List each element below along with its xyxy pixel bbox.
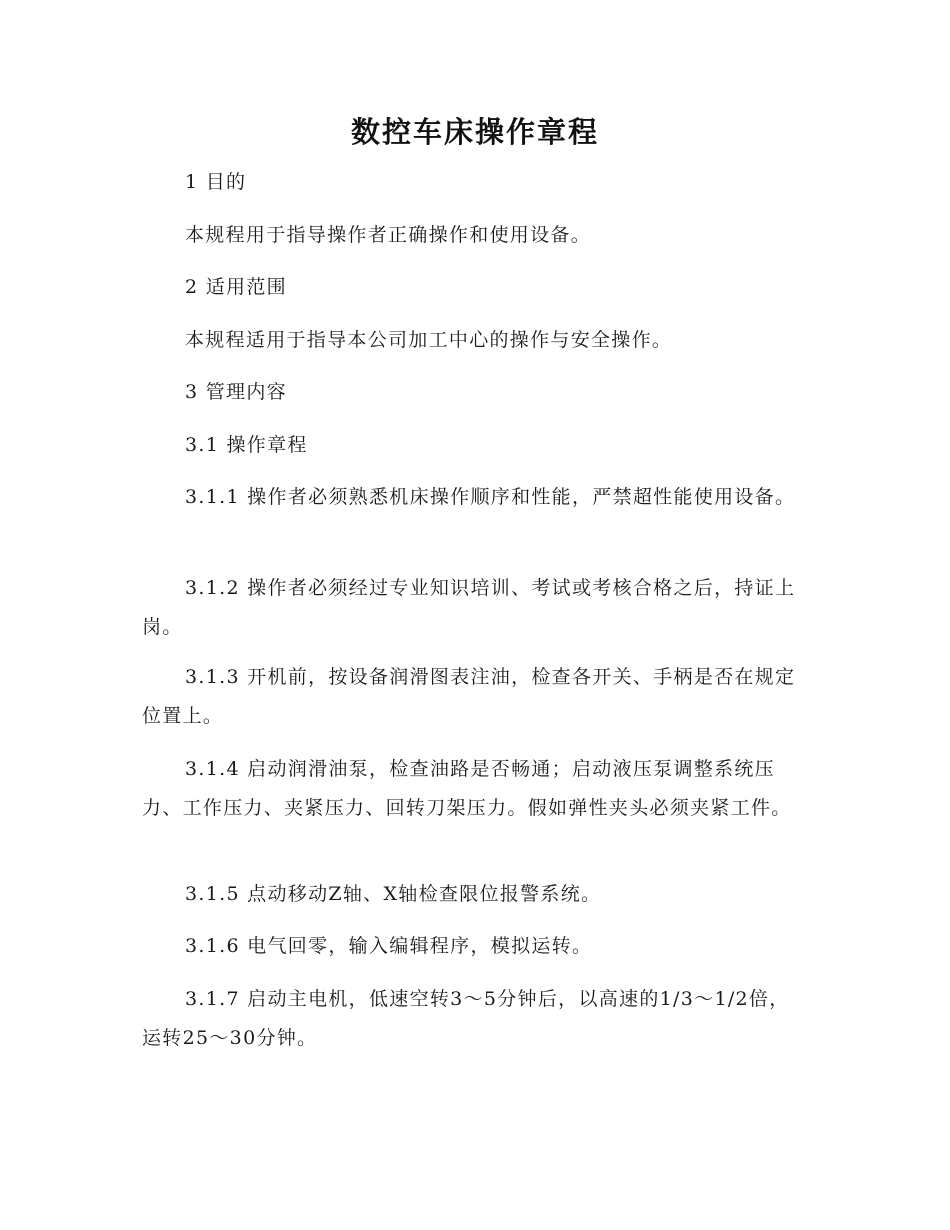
clause-3-1-6: 3.1.6 电气回零，输入编辑程序，模拟运转。 <box>185 935 593 957</box>
clause-3-1-1: 3.1.1 操作者必须熟悉机床操作顺序和性能，严禁超性能使用设备。 <box>185 486 796 508</box>
document-title: 数控车床操作章程 <box>350 115 599 149</box>
section-heading-purpose: 1 目的 <box>185 171 247 193</box>
subsection-heading-operation: 3.1 操作章程 <box>185 434 308 456</box>
section-heading-scope: 2 适用范围 <box>185 276 287 298</box>
clause-3-1-2: 3.1.2 操作者必须经过专业知识培训、考试或考核合格之后，持证上岗。 <box>142 577 796 638</box>
clause-3-1-3: 3.1.3 开机前，按设备润滑图表注油，检查各开关、手柄是否在规定位置上。 <box>142 666 796 727</box>
section-heading-content: 3 管理内容 <box>185 381 287 403</box>
paragraph-purpose: 本规程用于指导操作者正确操作和使用设备。 <box>185 224 592 246</box>
clause-3-1-7: 3.1.7 启动主电机，低速空转3～5分钟后，以高速的1/3～1/2倍，运转25～30分钟。 <box>142 988 790 1049</box>
clause-3-1-4: 3.1.4 启动润滑油泵，检查油路是否畅通；启动液压泵调整系统压力、工作压力、夹紧压力、回转刀架压力。假如弹性夹头必须夹紧工件。 <box>142 758 792 819</box>
paragraph-scope: 本规程适用于指导本公司加工中心的操作与安全操作。 <box>185 329 673 351</box>
clause-3-1-5: 3.1.5 点动移动Z轴、X轴检查限位报警系统。 <box>185 883 602 905</box>
